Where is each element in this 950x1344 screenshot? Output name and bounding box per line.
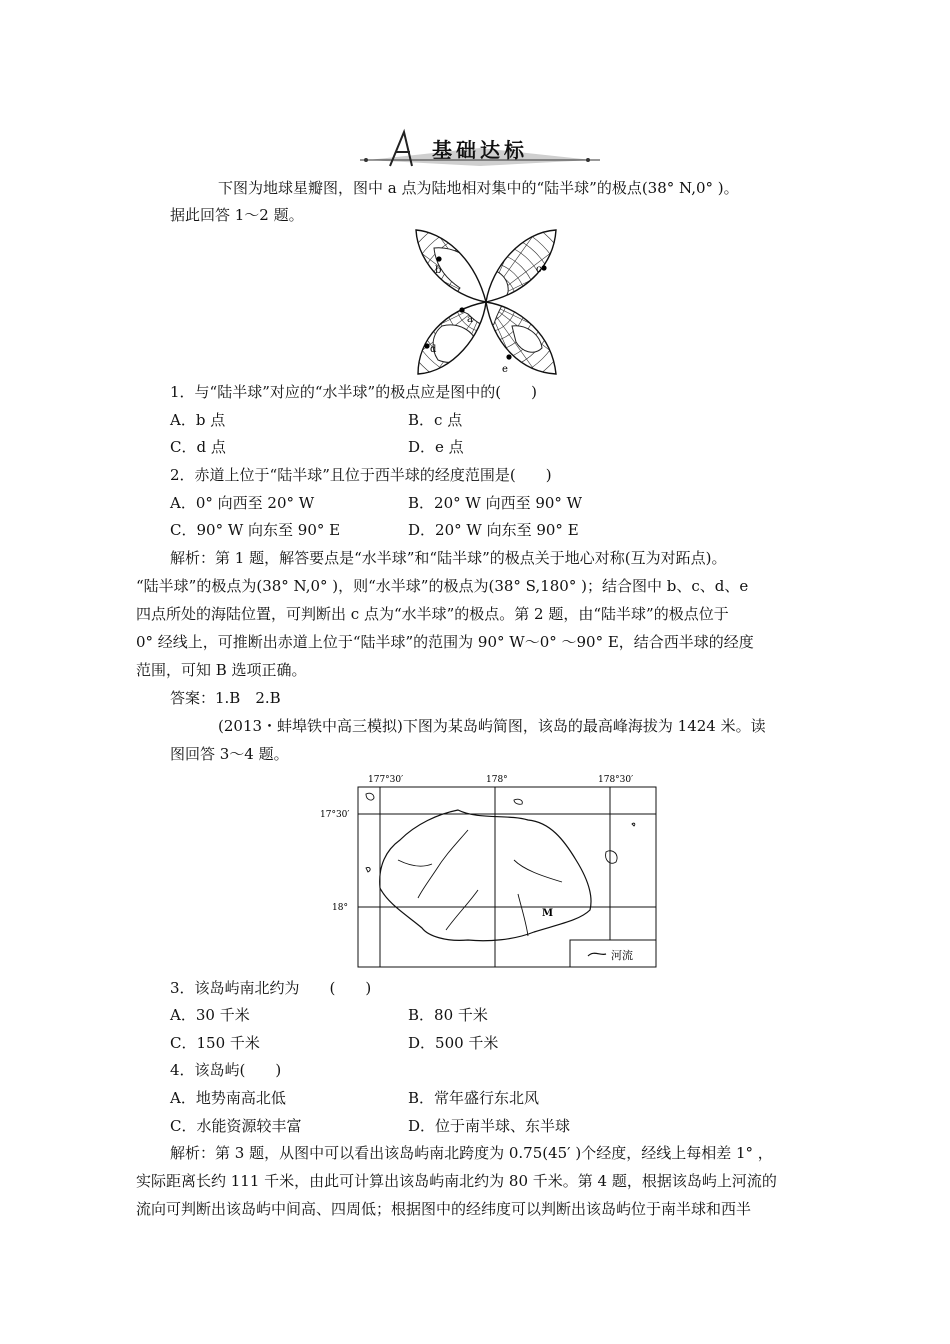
river-4 (518, 894, 528, 936)
intro1-line2: 据此回答 1～2 题。 (170, 206, 304, 224)
point-c (541, 265, 546, 270)
q4-option-d: D．位于南半球、东半球 (408, 1117, 571, 1135)
q4-option-c: C．水能资源较丰富 (170, 1117, 302, 1135)
intro1-line1: 下图为地球星瓣图，图中 a 点为陆地相对集中的“陆半球”的极点(38° N,0° )。 (218, 179, 739, 197)
q3-option-d: D．500 千米 (408, 1034, 499, 1052)
q3-option-a: A．30 千米 (170, 1006, 250, 1024)
star-petal-map (412, 226, 560, 378)
analysis1-line1: 解析：第 1 题，解答要点是“水半球”和“陆半球”的极点关于地心对称(互为对跖点)。 (170, 549, 727, 567)
point-b (436, 256, 441, 261)
q3-stem: 3．该岛屿南北约为 ( ) (170, 979, 372, 997)
river-2 (446, 890, 478, 930)
q2-option-d: D．20° W 向东至 90° E (408, 521, 579, 539)
q1-option-c: C．d 点 (170, 438, 226, 456)
analysis1-line4: 0° 经线上，可推断出赤道上位于“陆半球”的范围为 90° W～0° ～90° E，结合西半球的经度 (136, 633, 754, 651)
answer1: 答案：1.B 2.B (170, 689, 281, 707)
analysis2-line2: 实际距离长约 111 千米，由此可计算出该岛屿南北约为 80 千米。第 4 题，根据该岛屿上河流的 (136, 1172, 777, 1190)
point-a (459, 307, 464, 312)
lat-label-18: 18° (332, 903, 348, 913)
analysis1-line2: “陆半球”的极点为(38° N,0° )，则“水半球”的极点为(38° S,180° )；结合图中 b、c、d、e (136, 577, 749, 595)
q3-option-b: B．80 千米 (408, 1006, 488, 1024)
island-map (318, 770, 664, 970)
river-3 (514, 860, 562, 882)
lon-label-178-30: 178°30′ (598, 775, 634, 785)
label-b: b (435, 265, 442, 276)
lat-label-17-30: 17°30′ (320, 810, 350, 820)
q1-stem: 1．与“陆半球”对应的“水半球”的极点应是图中的( ) (170, 383, 537, 401)
point-d (424, 343, 429, 348)
legend-label: 河流 (611, 949, 633, 962)
q4-option-b: B．常年盛行东北风 (408, 1089, 540, 1107)
q2-stem: 2．赤道上位于“陆半球”且位于西半球的经度范围是( ) (170, 466, 552, 484)
label-e: e (502, 364, 508, 375)
analysis2-line1: 解析：第 3 题，从图中可以看出该岛屿南北跨度为 0.75(45′ )个经度，经线上每相差 1° ， (170, 1144, 773, 1162)
river-1 (418, 830, 468, 898)
analysis1-line3: 四点所处的海陆位置，可判断出 c 点为“水半球”的极点。第 2 题，由“陆半球”的极点位于 (136, 605, 729, 623)
label-d: d (430, 344, 437, 355)
analysis1-line5: 范围，可知 B 选项正确。 (136, 661, 307, 679)
label-a: a (467, 314, 473, 325)
lon-label-177-30: 177°30′ (368, 775, 404, 785)
q1-option-a: A．b 点 (170, 411, 226, 429)
q4-stem: 4．该岛屿( ) (170, 1061, 282, 1079)
lon-label-178: 178° (486, 775, 508, 785)
river-5 (398, 860, 432, 866)
intro2-line1: (2013・蚌埠铁中高三模拟)下图为某岛屿简图，该岛的最高峰海拔为 1424 米。读 (218, 717, 766, 735)
q1-option-b: B．c 点 (408, 411, 463, 429)
q2-option-c: C．90° W 向东至 90° E (170, 521, 341, 539)
analysis2-line3: 流向可判断出该岛屿中间高、四周低；根据图中的经纬度可以判断出该岛屿位于南半球和西半 (136, 1200, 752, 1218)
point-e (506, 354, 511, 359)
q2-option-b: B．20° W 向西至 90° W (408, 494, 583, 512)
q3-option-c: C．150 千米 (170, 1034, 260, 1052)
section-title: 基础达标 (432, 138, 528, 162)
peak-m-label: M (542, 908, 554, 919)
q2-option-a: A．0° 向西至 20° W (170, 494, 315, 512)
island-outline (380, 810, 591, 941)
intro2-line2: 图回答 3～4 题。 (170, 745, 289, 763)
q1-option-d: D．e 点 (408, 438, 464, 456)
label-c: c (536, 264, 542, 275)
q4-option-a: A．地势南高北低 (170, 1089, 286, 1107)
